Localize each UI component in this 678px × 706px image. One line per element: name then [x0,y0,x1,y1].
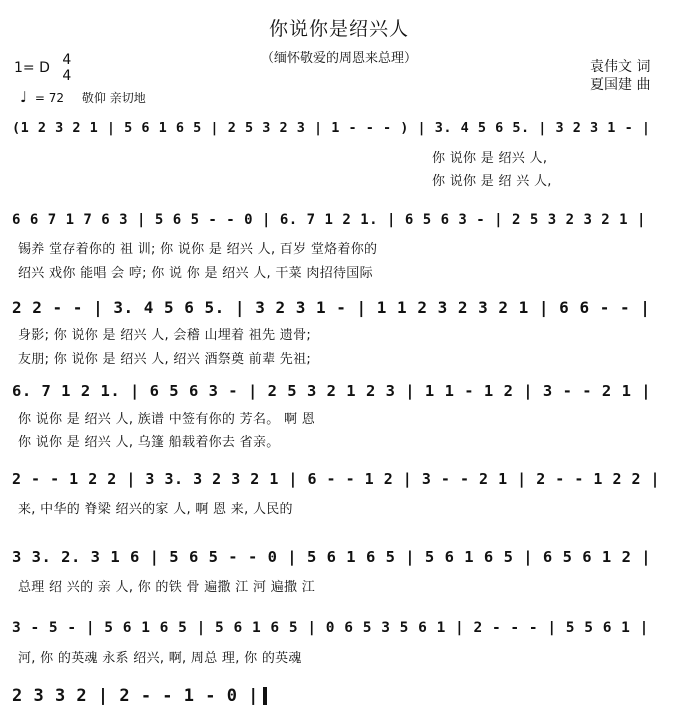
lyric-line-1-verse-1: 你 说你 是 绍兴 人, [432,151,548,166]
key-label: 1= D [14,60,50,76]
notation-line-3: 2 2 - - | 3. 4 5 6 5. | 3 2 3 1 - | 1 1 2 3 2 3 2 1 | 6 6 - - | [12,298,651,317]
notation-line-1: (1 2 3 2 1 | 5 6 1 6 5 | 2 5 3 2 3 | 1 - - - ) | 3. 4 5 6 5. | 3 2 3 1 - | [12,120,651,136]
lyric-line-3-verse-2: 友朋; 你 说你 是 绍兴 人, 绍兴 酒祭奠 前辈 先祖; [18,352,312,367]
meter-bottom: 4 [62,68,72,84]
meter-top: 4 [62,52,72,68]
notation-line-7: 3 - 5 - | 5 6 1 6 5 | 5 6 1 6 5 | 0 6 5 3 5 6 1 | 2 - - - | 5 5 6 1 | [12,620,649,636]
notation-line-6: 3 3. 2. 3 1 6 | 5 6 5 - - 0 | 5 6 1 6 5 | 5 6 1 6 5 | 6 5 6 1 2 | [12,548,652,566]
lyric-line-3-verse-1: 身影; 你 说你 是 绍兴 人, 会稽 山埋着 祖先 遗骨; [18,328,312,343]
notation-line-4: 6. 7 1 2 1. | 6 5 6 3 - | 2 5 3 2 1 2 3 | 1 1 - 1 2 | 3 - - 2 1 | [12,382,652,400]
lyric-line-4-verse-2: 你 说你 是 绍兴 人, 乌篷 船载着你去 省亲。 [18,435,280,450]
lyric-line-4-verse-1: 你 说你 是 绍兴 人, 族谱 中签有你的 芳名。 啊 恩 [18,412,316,427]
tempo-value: = 72 [34,91,65,105]
final-barline [263,687,267,705]
lyric-line-2-verse-2: 绍兴 戏你 能唱 会 哼; 你 说 你 是 绍兴 人, 干菜 肉招待国际 [18,266,373,281]
lyric-line-7: 河, 你 的英魂 永系 绍兴, 啊, 周总 理, 你 的英魂 [18,651,302,666]
notation-line-5: 2 - - 1 2 2 | 3 3. 3 2 3 2 1 | 6 - - 1 2 | 3 - - 2 1 | 2 - - 1 2 2 | [12,470,661,488]
song-subtitle: （缅怀敬爱的周恩来总理） [260,51,417,66]
notation-line-8 [12,686,267,706]
expression-mark: 敬仰 亲切地 [81,91,146,105]
key-signature [14,52,71,84]
time-signature [62,52,71,84]
notation-line-2: 6 6 7 1 7 6 3 | 5 6 5 - - 0 | 6. 7 1 2 1. | 6 5 6 3 - | 2 5 3 2 3 2 1 | [12,212,646,228]
lyric-line-5: 来, 中华的 脊梁 绍兴的家 人, 啊 恩 来, 人民的 [18,502,293,517]
song-title: 你说你是绍兴人 [268,18,409,40]
lyric-line-1-verse-2: 你 说你 是 绍 兴 人, [432,174,552,189]
quarter-note-icon: ♩ [20,88,28,106]
lyricist-credit: 袁伟文 词 [590,59,651,75]
lyric-line-6: 总理 绍 兴的 亲 人, 你 的铁 骨 遍撒 江 河 遍撒 江 [18,580,316,595]
tempo-marking [20,88,146,106]
notation-line-8-notes: 2 3 3 2 | 2 - - 1 - 0 | [12,686,259,706]
lyric-line-2-verse-1: 锡养 堂存着你的 祖 训; 你 说你 是 绍兴 人, 百岁 堂烙着你的 [18,242,378,257]
composer-credit: 夏国建 曲 [590,77,651,93]
